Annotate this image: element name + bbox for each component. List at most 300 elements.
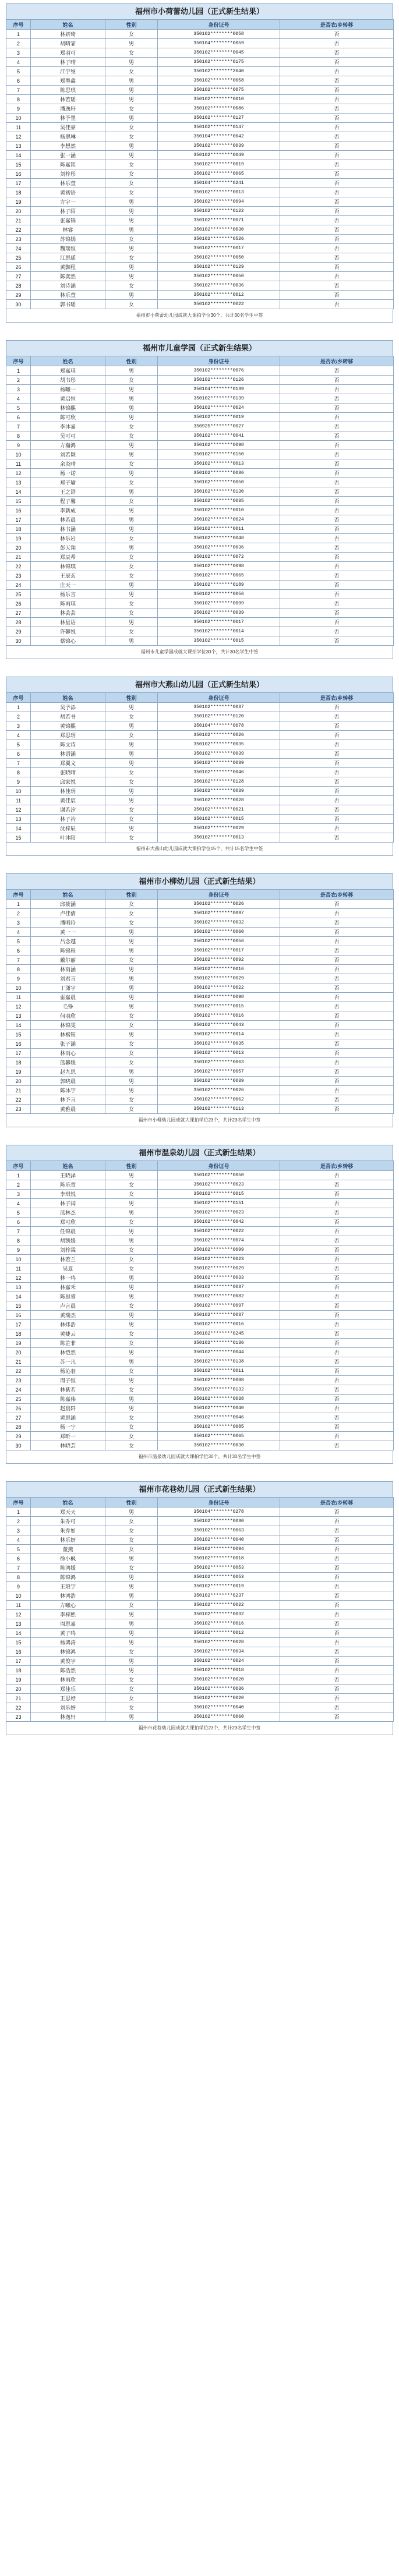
cell-id: 350102********0094: [158, 1545, 280, 1554]
section-title: 福州市大燕山幼儿园（正式新生结果）: [6, 677, 393, 692]
cell-id: 350102********0030: [158, 1441, 280, 1450]
cell-gender: 男: [105, 1591, 158, 1601]
cell-transfer: 否: [280, 900, 394, 909]
cell-name: 程子馨: [31, 497, 105, 506]
cell-gender: 女: [105, 1685, 158, 1694]
cell-id: 350925********0027: [158, 422, 280, 431]
cell-id: 350102********0039: [158, 1077, 280, 1086]
cell-name: 郑子瑜: [31, 478, 105, 487]
cell-no: 19: [6, 1067, 31, 1077]
cell-id: 350102********0050: [158, 272, 280, 281]
cell-no: 2: [6, 1180, 31, 1190]
cell-name: 董燕: [31, 1545, 105, 1554]
cell-name: 郭书瑶: [31, 300, 105, 309]
cell-name: 林雨欣: [31, 1675, 105, 1685]
cell-no: 8: [6, 965, 31, 974]
cell-transfer: 否: [280, 450, 394, 459]
cell-transfer: 否: [280, 1423, 394, 1432]
cell-name: 朱乔如: [31, 1526, 105, 1535]
cell-id: 350102********0017: [158, 244, 280, 253]
table-row: [6, 1218, 394, 1227]
cell-no: 22: [6, 1703, 31, 1712]
cell-transfer: 否: [280, 983, 394, 993]
cell-name: 方曦心: [31, 1601, 105, 1610]
cell-transfer: 否: [280, 1086, 394, 1095]
kindergarten-section: [6, 873, 393, 1127]
cell-transfer: 否: [280, 1601, 394, 1610]
cell-no: 3: [6, 385, 31, 394]
table-row: [6, 1638, 394, 1647]
cell-transfer: 否: [280, 636, 394, 646]
cell-transfer: 否: [280, 1638, 394, 1647]
cell-id: 350102********0022: [158, 1601, 280, 1610]
cell-transfer: 否: [280, 1077, 394, 1086]
cell-transfer: 否: [280, 469, 394, 478]
cell-name: 林若晨: [31, 515, 105, 525]
cell-id: 350102********0127: [158, 114, 280, 123]
cell-transfer: 否: [280, 179, 394, 188]
table-row: [6, 58, 394, 67]
cell-name: 赵九思: [31, 1067, 105, 1077]
cell-no: 13: [6, 1619, 31, 1629]
cell-name: 张一涵: [31, 151, 105, 160]
cell-transfer: 否: [280, 1545, 394, 1554]
cell-name: 魏瑞恒: [31, 244, 105, 253]
cell-name: 林子晴: [31, 58, 105, 67]
cell-id: 350102********0245: [158, 1329, 280, 1339]
cell-no: 25: [6, 253, 31, 263]
cell-gender: 男: [105, 1199, 158, 1208]
cell-name: 黄婕云: [31, 1329, 105, 1339]
cell-id: 350102********0075: [158, 86, 280, 95]
cell-no: 26: [6, 1404, 31, 1413]
cell-name: 陈文诗: [31, 740, 105, 749]
cell-name: 苏一凡: [31, 1357, 105, 1367]
table-row: [6, 487, 394, 497]
table-row: [6, 1320, 394, 1329]
cell-gender: 男: [105, 413, 158, 422]
cell-gender: 男: [105, 1619, 158, 1629]
cell-name: 黄佳宸: [31, 796, 105, 805]
cell-name: 林子衿: [31, 815, 105, 824]
cell-no: 4: [6, 731, 31, 740]
table-row: [6, 1049, 394, 1058]
cell-transfer: 否: [280, 1526, 394, 1535]
table-row: [6, 1002, 394, 1011]
cell-no: 23: [6, 1712, 31, 1722]
cell-no: 8: [6, 768, 31, 777]
cell-name: 陈锦鸿: [31, 1573, 105, 1582]
cell-no: 26: [6, 263, 31, 272]
cell-no: 10: [6, 1591, 31, 1601]
cell-gender: 女: [105, 132, 158, 141]
cell-name: 卢佳倩: [31, 909, 105, 918]
cell-id: 350102********0020: [158, 1675, 280, 1685]
cell-gender: 男: [105, 1320, 158, 1329]
cell-no: 22: [6, 1367, 31, 1376]
table-row: [6, 1264, 394, 1273]
cell-id: 350102********0028: [158, 796, 280, 805]
cell-id: 350102********0040: [158, 1535, 280, 1545]
header-row: [6, 1161, 394, 1171]
table-row: [6, 291, 394, 300]
cell-id: 350102********0048: [158, 534, 280, 543]
cell-transfer: 否: [280, 1218, 394, 1227]
col-header-id: 身份证号: [158, 356, 280, 366]
col-header-gender: 性别: [105, 693, 158, 703]
cell-transfer: 否: [280, 1199, 394, 1208]
cell-id: 350102********0058: [158, 30, 280, 39]
cell-id: 350102********0028: [158, 1638, 280, 1647]
kindergarten-section: [6, 1481, 393, 1735]
table-row: [6, 937, 394, 946]
cell-gender: 女: [105, 909, 158, 918]
cell-transfer: 否: [280, 1236, 394, 1245]
cell-gender: 女: [105, 731, 158, 740]
cell-gender: 女: [105, 179, 158, 188]
cell-name: 林乐萱: [31, 291, 105, 300]
cell-name: 吴夏: [31, 1264, 105, 1273]
cell-no: 9: [6, 1245, 31, 1255]
cell-no: 14: [6, 824, 31, 833]
col-header-name: 姓名: [31, 356, 105, 366]
cell-transfer: 否: [280, 376, 394, 385]
table-row: [6, 1180, 394, 1190]
cell-no: 22: [6, 225, 31, 235]
roster-table: [6, 889, 394, 1114]
cell-name: 任锦晨: [31, 1227, 105, 1236]
table-row: [6, 1441, 394, 1450]
cell-no: 5: [6, 1208, 31, 1218]
cell-name: 郑嘉琪: [31, 366, 105, 376]
cell-id: 350102********0037: [158, 1283, 280, 1292]
cell-transfer: 否: [280, 534, 394, 543]
cell-id: 350102********0023: [158, 1180, 280, 1190]
cell-name: 吴予添: [31, 703, 105, 712]
cell-id: 350102********0097: [158, 909, 280, 918]
cell-name: 郑天天: [31, 1508, 105, 1517]
cell-no: 27: [6, 272, 31, 281]
cell-name: 杨一宁: [31, 1423, 105, 1432]
table-row: [6, 1077, 394, 1086]
cell-gender: 男: [105, 636, 158, 646]
cell-name: 陈浩然: [31, 1666, 105, 1675]
cell-no: 8: [6, 1236, 31, 1245]
table-row: [6, 581, 394, 590]
cell-transfer: 否: [280, 1413, 394, 1423]
cell-name: 李新成: [31, 506, 105, 515]
table-row: [6, 805, 394, 815]
table-row: [6, 1348, 394, 1357]
table-row: [6, 253, 394, 263]
cell-name: 李想然: [31, 141, 105, 151]
cell-transfer: 否: [280, 1629, 394, 1638]
cell-gender: 女: [105, 459, 158, 469]
cell-transfer: 否: [280, 497, 394, 506]
kindergarten-section: [6, 677, 393, 856]
cell-gender: 女: [105, 1517, 158, 1526]
cell-id: 350102********0058: [158, 76, 280, 86]
cell-id: 350102********0189: [158, 581, 280, 590]
cell-transfer: 否: [280, 1002, 394, 1011]
cell-name: 潘明玲: [31, 918, 105, 928]
cell-name: 沈梓辰: [31, 824, 105, 833]
cell-no: 20: [6, 543, 31, 553]
cell-transfer: 否: [280, 441, 394, 450]
cell-transfer: 否: [280, 76, 394, 86]
cell-gender: 女: [105, 1367, 158, 1376]
cell-id: 350102********0046: [158, 768, 280, 777]
table-row: [6, 824, 394, 833]
cell-id: 350102********0015: [158, 636, 280, 646]
table-row: [6, 1385, 394, 1395]
cell-transfer: 否: [280, 1591, 394, 1601]
col-header-transfer: 是否农/乡转移: [280, 693, 394, 703]
cell-gender: 女: [105, 562, 158, 571]
cell-name: 赵晨轩: [31, 1404, 105, 1413]
cell-no: 11: [6, 796, 31, 805]
cell-gender: 男: [105, 1002, 158, 1011]
cell-no: 9: [6, 441, 31, 450]
table-row: [6, 1255, 394, 1264]
cell-id: 350102********0175: [158, 58, 280, 67]
cell-no: 21: [6, 216, 31, 225]
cell-gender: 男: [105, 590, 158, 599]
cell-gender: 男: [105, 1273, 158, 1283]
roster-table: [6, 19, 394, 309]
table-row: [6, 281, 394, 291]
table-row: [6, 506, 394, 515]
cell-id: 350102********0050: [158, 1171, 280, 1180]
cell-name: 周思嘉: [31, 1619, 105, 1629]
table-row: [6, 1190, 394, 1199]
cell-no: 4: [6, 394, 31, 404]
cell-transfer: 否: [280, 1245, 394, 1255]
cell-gender: 女: [105, 1647, 158, 1657]
table-row: [6, 928, 394, 937]
cell-gender: 男: [105, 965, 158, 974]
cell-transfer: 否: [280, 58, 394, 67]
cell-gender: 男: [105, 1171, 158, 1180]
cell-no: 13: [6, 141, 31, 151]
cell-no: 11: [6, 459, 31, 469]
cell-gender: 男: [105, 824, 158, 833]
cell-gender: 男: [105, 366, 158, 376]
cell-no: 25: [6, 590, 31, 599]
cell-no: 14: [6, 1021, 31, 1030]
cell-transfer: 否: [280, 525, 394, 534]
cell-transfer: 否: [280, 777, 394, 787]
cell-transfer: 否: [280, 721, 394, 731]
col-header-id: 身份证号: [158, 890, 280, 900]
cell-gender: 男: [105, 618, 158, 627]
cell-name: 陈雨琪: [31, 599, 105, 608]
table-row: [6, 207, 394, 216]
col-header-gender: 性别: [105, 890, 158, 900]
cell-no: 1: [6, 1171, 31, 1180]
cell-transfer: 否: [280, 1095, 394, 1105]
cell-id: 350102********0065: [158, 1432, 280, 1441]
cell-no: 28: [6, 1423, 31, 1432]
cell-gender: 男: [105, 946, 158, 956]
cell-name: 邱筱涵: [31, 900, 105, 909]
cell-name: 蔡锦心: [31, 636, 105, 646]
cell-id: 350102********0035: [158, 1039, 280, 1049]
cell-name: 林锦琪: [31, 562, 105, 571]
col-header-id: 身份证号: [158, 20, 280, 30]
table-row: [6, 1171, 394, 1180]
cell-transfer: 否: [280, 824, 394, 833]
cell-no: 20: [6, 207, 31, 216]
cell-gender: 女: [105, 1190, 158, 1199]
cell-transfer: 否: [280, 141, 394, 151]
cell-id: 350102********0042: [158, 1218, 280, 1227]
cell-transfer: 否: [280, 515, 394, 525]
cell-gender: 女: [105, 1301, 158, 1311]
table-row: [6, 1283, 394, 1292]
cell-id: 350102********0053: [158, 1563, 280, 1573]
cell-gender: 男: [105, 86, 158, 95]
cell-transfer: 否: [280, 1180, 394, 1190]
cell-no: 30: [6, 1441, 31, 1450]
cell-name: 林一鸣: [31, 1273, 105, 1283]
col-header-no: 序号: [6, 890, 31, 900]
cell-no: 17: [6, 1657, 31, 1666]
cell-name: 王晓泽: [31, 1171, 105, 1180]
cell-name: 黄锦熙: [31, 721, 105, 731]
cell-transfer: 否: [280, 543, 394, 553]
cell-no: 3: [6, 1190, 31, 1199]
cell-name: 王辰玄: [31, 571, 105, 581]
cell-id: 350102********0074: [158, 1236, 280, 1245]
col-header-gender: 性别: [105, 1161, 158, 1171]
cell-id: 350102********0056: [158, 590, 280, 599]
cell-no: 13: [6, 1283, 31, 1292]
cell-gender: 女: [105, 1535, 158, 1545]
cell-no: 16: [6, 1647, 31, 1657]
table-row: [6, 787, 394, 796]
cell-gender: 男: [105, 76, 158, 86]
cell-transfer: 否: [280, 1432, 394, 1441]
cell-gender: 男: [105, 385, 158, 394]
cell-gender: 男: [105, 207, 158, 216]
cell-name: 蓝馨媛: [31, 1058, 105, 1067]
cell-no: 6: [6, 749, 31, 759]
cell-transfer: 否: [280, 225, 394, 235]
cell-name: 黄俊宇: [31, 1657, 105, 1666]
cell-no: 8: [6, 95, 31, 104]
cell-no: 9: [6, 777, 31, 787]
cell-id: 350102********0050: [158, 478, 280, 487]
table-row: [6, 197, 394, 207]
cell-name: 林嘉禾: [31, 1283, 105, 1292]
cell-id: 350102********0122: [158, 207, 280, 216]
cell-id: 350102********0147: [158, 123, 280, 132]
cell-name: 张子涵: [31, 1039, 105, 1049]
cell-gender: 女: [105, 235, 158, 244]
cell-no: 5: [6, 740, 31, 749]
cell-name: 林楷钰: [31, 1030, 105, 1039]
cell-gender: 男: [105, 394, 158, 404]
cell-name: 黄思涵: [31, 1413, 105, 1423]
cell-transfer: 否: [280, 86, 394, 95]
cell-gender: 男: [105, 225, 158, 235]
cell-gender: 女: [105, 712, 158, 721]
table-row: [6, 300, 394, 309]
table-row: [6, 1067, 394, 1077]
cell-no: 19: [6, 1339, 31, 1348]
cell-name: 林若瑶: [31, 95, 105, 104]
cell-transfer: 否: [280, 1675, 394, 1685]
cell-gender: 女: [105, 833, 158, 843]
cell-no: 6: [6, 1218, 31, 1227]
cell-transfer: 否: [280, 1255, 394, 1264]
cell-transfer: 否: [280, 965, 394, 974]
cell-id: 350102********0011: [158, 525, 280, 534]
cell-gender: 男: [105, 1657, 158, 1666]
table-row: [6, 768, 394, 777]
cell-transfer: 否: [280, 104, 394, 114]
cell-name: 王琅宇: [31, 1582, 105, 1591]
cell-no: 14: [6, 1292, 31, 1301]
table-row: [6, 441, 394, 450]
table-row: [6, 909, 394, 918]
table-row: [6, 179, 394, 188]
cell-gender: 男: [105, 1208, 158, 1218]
cell-name: 林雨心: [31, 1049, 105, 1058]
cell-gender: 男: [105, 1067, 158, 1077]
cell-name: 林紫若: [31, 1385, 105, 1395]
table-row: [6, 263, 394, 272]
cell-no: 1: [6, 1508, 31, 1517]
table-row: [6, 48, 394, 58]
cell-transfer: 否: [280, 1712, 394, 1722]
section-summary-note: 福州市大燕山幼儿园成就大课拍学位15个，共计15名学生中签: [6, 843, 393, 856]
cell-transfer: 否: [280, 608, 394, 618]
cell-transfer: 否: [280, 1030, 394, 1039]
cell-id: 350102********0013: [158, 459, 280, 469]
cell-id: 350104********0059: [158, 39, 280, 48]
cell-id: 350102********0065: [158, 169, 280, 179]
cell-transfer: 否: [280, 1021, 394, 1030]
table-row: [6, 956, 394, 965]
table-row: [6, 104, 394, 114]
cell-transfer: 否: [280, 422, 394, 431]
table-row: [6, 712, 394, 721]
table-row: [6, 833, 394, 843]
cell-transfer: 否: [280, 48, 394, 58]
cell-no: 19: [6, 197, 31, 207]
cell-name: 刘乐妍: [31, 1703, 105, 1712]
table-row: [6, 497, 394, 506]
table-row: [6, 385, 394, 394]
cell-name: 林乐岩: [31, 534, 105, 543]
table-row: [6, 974, 394, 983]
cell-transfer: 否: [280, 909, 394, 918]
table-row: [6, 1517, 394, 1526]
cell-transfer: 否: [280, 1311, 394, 1320]
cell-name: 李沐嘉: [31, 422, 105, 431]
table-row: [6, 1629, 394, 1638]
cell-name: 杨一诺: [31, 469, 105, 478]
cell-transfer: 否: [280, 749, 394, 759]
table-row: [6, 1610, 394, 1619]
cell-name: 杨曦一: [31, 385, 105, 394]
col-header-transfer: 是否农/乡转移: [280, 356, 394, 366]
cell-name: 林书涵: [31, 525, 105, 534]
table-row: [6, 1329, 394, 1339]
table-row: [6, 1376, 394, 1385]
